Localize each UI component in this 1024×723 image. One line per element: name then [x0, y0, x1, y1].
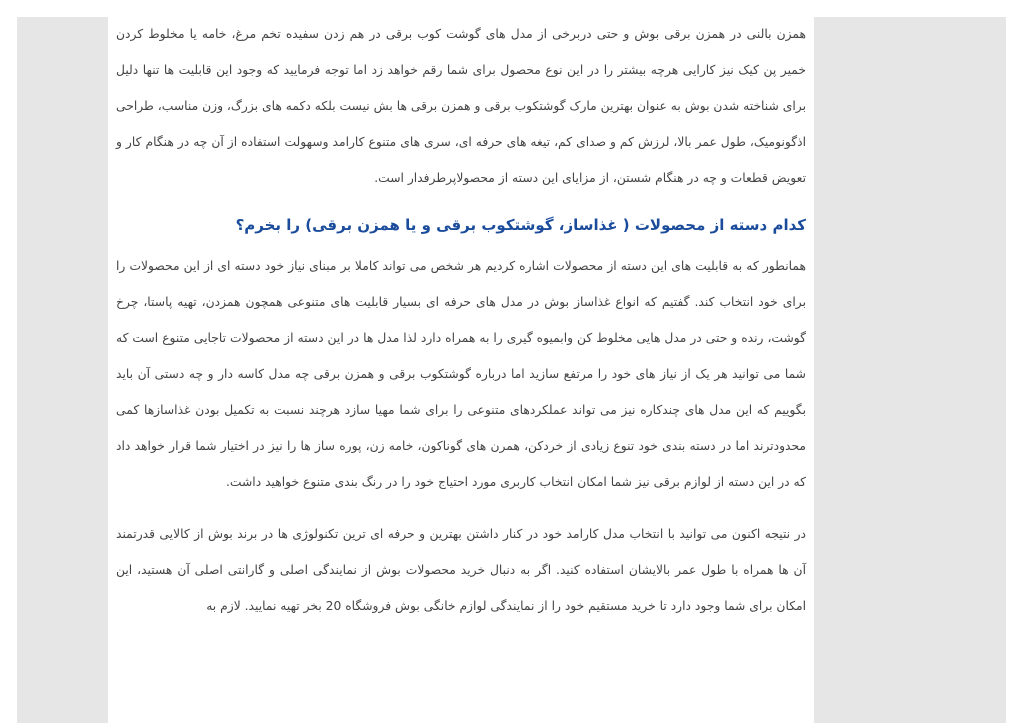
article-content — [116, 16, 806, 624]
section-heading: کدام دسته از محصولات ( غذاساز، گوشتکوب برقی و یا همزن برقی) را بخرم؟ — [235, 216, 806, 234]
article-column — [108, 0, 814, 723]
conclusion-paragraph: در نتیجه اکنون می توانید با انتخاب مدل کارامد خود در کنار داشتن بهترین و حرفه ای ترین تکنولوژی ها در برند بوش از کالایی قدرتمند آن ها همراه با طول عمر بالایشان استفاده کنید. اگر به دنبال خرید محصولات بوش از نمایندگی اصلی و گارانتی اصلی آن هستید، این امکان برای شما وجود دارد تا خرید مستقیم خود را از نمایندگی لوازم خانگی بوش فروشگاه 20 بخر تهیه نمایید. لازم به — [116, 527, 806, 613]
body-paragraph: همانطور که به قابلیت های این دسته از محصولات اشاره کردیم هر شخص می تواند کاملا بر مبنای نیاز خود دسته ای از این محصولات را برای خود انتخاب کند. گفتیم که انواع غذاساز بوش در مدل های حرفه ای بسیار قابلیت های متنوعی همچون همزدن، تهیه پاستا، چرخ گوشت، رنده و حتی در مدل هایی مخلوط کن وابمیوه گیری را به همراه دارد لذا مدل ها در این دسته از محصولات تاجایی متنوع است که شما می توانید هر یک از نیاز های خود را مرتفع سازید اما درباره گوشتکوب برقی و همزن برقی چه مدل کاسه دار و چه دستی آن باید بگوییم که این مدل های چندکاره نیز می تواند عملکردهای متنوعی را برای شما مهیا سازد هرچند نسبت به تکمیل بودن غذاسازها کمی محدودترند اما در دسته بندی خود تنوع زیادی از خردکن، همرن های گوناکون، خامه زن، پوره ساز ها را نیز در اختیار شما قرار خواهد داد که در این دسته از لوازم برقی نیز شما امکان انتخاب کاربری مورد احتیاج خود را در رنگ بندی متنوع خواهید داشت. — [116, 259, 806, 489]
intro-paragraph: همزن بالنی در همزن برقی بوش و حتی دربرخی از مدل های گوشت کوب برقی در هم زدن سفیده تخم مرغ، خامه یا مخلوط کردن خمیر پن کیک نیز کارایی هرچه بیشتر را در این نوع محصول برای شما رقم خواهد زد اما توجه فرمایید که وجود این قابلیت ها تنها دلیل برای شناخته شدن بوش به عنوان بهترین مارک گوشتکوب برقی و همزن برقی ها بش نیست بلکه دکمه های بزرگ، وزن مناسب، طراحی اذگونومیک، طول عمر بالا، لرزش کم و صدای کم، تیغه های حرفه ای، سری های متنوع کارامد وسهولت استفاده از آن چه در هنگام کار و تعویض قطعات و چه در هنگام شستن، از مزایای این دسته از محصولاپرطرفدار است. — [116, 27, 806, 185]
